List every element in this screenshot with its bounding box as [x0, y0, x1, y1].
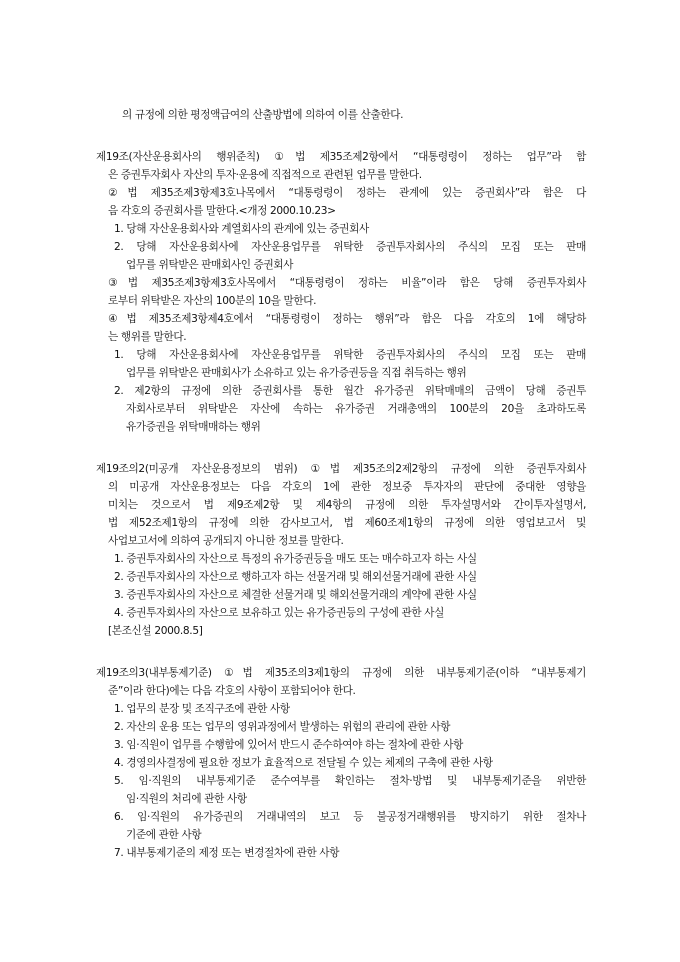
text-line: 의 미공개 자산운용정보는 다음 각호의 1에 관한 정보중 투자자의 판단에 중대한 영향을 — [108, 481, 586, 493]
list-item: 1. 당해 자산운용회사와 계열회사의 관계에 있는 증권회사 — [114, 223, 369, 235]
list-item: 2. 제2항의 규정에 의한 증권회사를 통한 월간 유가증권 위탁매매의 금액이 당해 증권투 — [114, 385, 586, 397]
list-item: 5. 임·직원의 내부통제기준 준수여부를 확인하는 절차·방법 및 내부통제기준을 위반한 — [114, 775, 586, 787]
text-line: 자회사로부터 위탁받은 자산에 속하는 유가증권 거래총액의 100분의 20을 초과하도록 — [126, 403, 586, 415]
text-line: 업무를 위탁받은 판매회사가 소유하고 있는 유가증권등을 직접 취득하는 행위 — [126, 367, 467, 379]
text-line: 준”이라 한다)에는 다음 각호의 사항이 포함되어야 한다. — [108, 685, 356, 697]
list-item: 3. 임·직원이 업무를 수행함에 있어서 반드시 준수하여야 하는 절차에 관한 사항 — [114, 739, 463, 751]
article-heading-19: 제19조(자산운용회사의 행위준칙) ①법 제35조제2항에서 “대통령령이 정하는 업무”라 함 — [96, 151, 586, 163]
article-heading-19-3: 제19조의3(내부통제기준) ①법 제35조의3제1항의 규정에 의한 내부통제기준(이하 “내부통제기 — [96, 667, 586, 679]
text-line: 업무를 위탁받은 판매회사인 증권회사 — [126, 259, 294, 271]
text-line: 는 행위를 말한다. — [108, 331, 187, 343]
list-item: 2. 당해 자산운용회사에 자산운용업무를 위탁한 증권투자회사의 주식의 모집 또는 판매 — [114, 241, 586, 253]
paragraph-4: ④법 제35조제3항제4호에서 “대통령령이 정하는 행위”라 함은 다음 각호의 1에 해당하 — [108, 313, 586, 325]
text-line: 법 제52조제1항의 규정에 의한 감사보고서, 법 제60조제1항의 규정에 의한 영업보고서 및 — [108, 517, 586, 529]
list-item: 4. 경영의사결정에 필요한 정보가 효율적으로 전달될 수 있는 체제의 구축에 관한 사항 — [114, 757, 493, 769]
amendment-note: [본조신설 2000.8.5] — [108, 625, 203, 637]
text-line: 미치는 것으로서 법 제9조제2항 및 제4항의 규정에 의한 투자설명서와 간이투자설명서, — [108, 499, 586, 511]
text-line: 은 증권투자회사 자산의 투자·운용에 직접적으로 관련된 업무를 말한다. — [108, 169, 422, 181]
text-line: 사업보고서에 의하여 공개되지 아니한 정보를 말한다. — [108, 535, 344, 547]
list-item: 4. 증권투자회사의 자산으로 보유하고 있는 유가증권등의 구성에 관한 사실 — [114, 607, 445, 619]
text-line: 기준에 관한 사항 — [126, 829, 202, 841]
paragraph-2: ②법 제35조제3항제3호나목에서 “대통령령이 정하는 관계에 있는 증권회사”라 함은 다 — [108, 187, 586, 199]
text-line: 의 규정에 의한 평정액급여의 산출방법에 의하여 이를 산출한다. — [122, 109, 404, 121]
list-item: 3. 증권투자회사의 자산으로 체결한 선물거래 및 해외선물거래의 계약에 관한 사실 — [114, 589, 477, 601]
text-line: 로부터 위탁받은 자산의 100분의 10을 말한다. — [108, 295, 317, 307]
article-heading-19-2: 제19조의2(미공개 자산운용정보의 범위) ①법 제35조의2제2항의 규정에 의한 증권투자회사 — [96, 463, 586, 475]
list-item: 6. 임·직원의 유가증권의 거래내역의 보고 등 불공정거래행위를 방지하기 위한 절차나 — [114, 811, 586, 823]
list-item: 1. 증권투자회사의 자산으로 특정의 유가증권등을 매도 또는 매수하고자 하는 사실 — [114, 553, 477, 565]
text-line: 유가증권을 위탁매매하는 행위 — [126, 421, 261, 433]
list-item: 2. 증권투자회사의 자산으로 행하고자 하는 선물거래 및 해외선물거래에 관한 사실 — [114, 571, 477, 583]
list-item: 7. 내부통제기준의 제정 또는 변경절차에 관한 사항 — [114, 847, 340, 859]
list-item: 1. 당해 자산운용회사에 자산운용업무를 위탁한 증권투자회사의 주식의 모집 또는 판매 — [114, 349, 586, 361]
list-item: 1. 업무의 분장 및 조직구조에 관한 사항 — [114, 703, 290, 715]
list-item: 2. 자산의 운용 또는 업무의 영위과정에서 발생하는 위험의 관리에 관한 사항 — [114, 721, 451, 733]
paragraph-3: ③법 제35조제3항제3호사목에서 “대통령령이 정하는 비율”이라 함은 당해 증권투자회사 — [108, 277, 586, 289]
text-line: 임·직원의 처리에 관한 사항 — [126, 793, 247, 805]
text-line: 음 각호의 증권회사를 말한다.<개정 2000.10.23> — [108, 205, 336, 217]
